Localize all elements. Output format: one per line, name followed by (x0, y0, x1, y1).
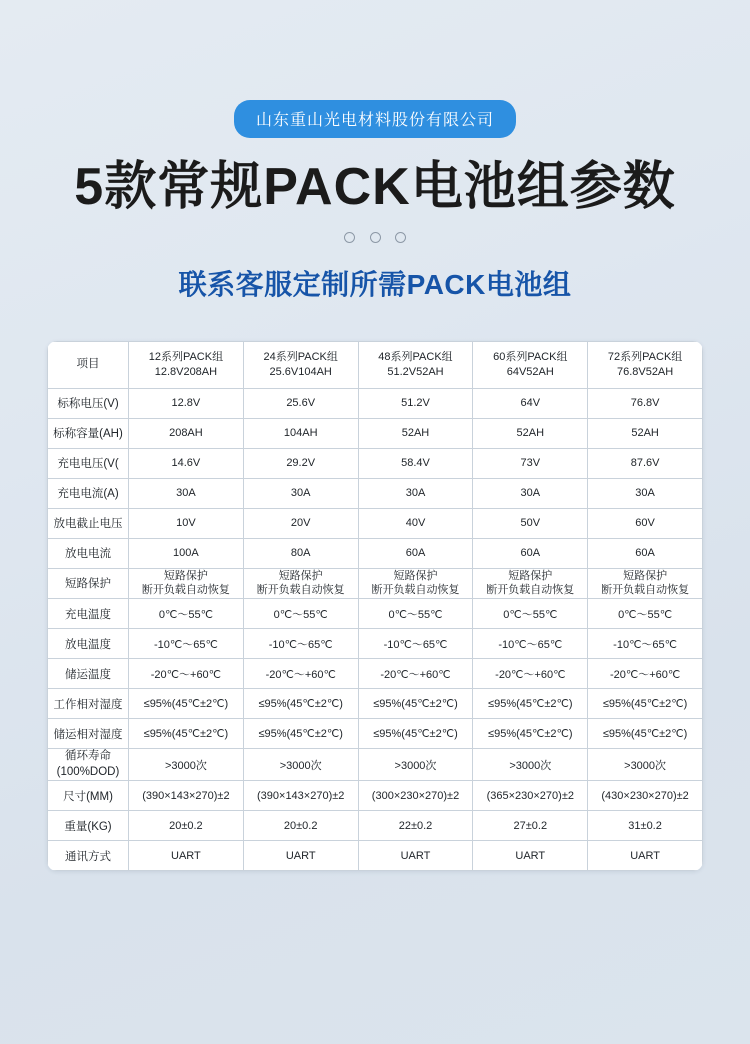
company-banner (0, 0, 750, 138)
row-label: 通讯方式 (48, 841, 129, 871)
table-cell: (390×143×270)±2 (243, 781, 358, 811)
table-cell: 30A (473, 478, 588, 508)
table-cell: 50V (473, 508, 588, 538)
table-cell: >3000次 (243, 749, 358, 781)
table-row (48, 478, 703, 508)
table-cell: 30A (588, 478, 703, 508)
table-cell-line: 短路保护 (393, 569, 438, 582)
table-cell: ≤95%(45℃±2℃) (243, 719, 358, 749)
table-cell: ≤95%(45℃±2℃) (129, 719, 244, 749)
table-cell-line: 断开负载自动恢复 (601, 584, 690, 597)
table-cell: ≤95%(45℃±2℃) (473, 719, 588, 749)
table-cell: >3000次 (473, 749, 588, 781)
table-cell: 73V (473, 448, 588, 478)
row-label: 工作相对湿度 (48, 689, 129, 719)
table-cell: -20℃～+60℃ (588, 659, 703, 689)
column-header-line2: 76.8V52AH (616, 365, 674, 378)
row-label: 放电温度 (48, 629, 129, 659)
table-cell: 52AH (588, 418, 703, 448)
table-cell (358, 568, 473, 599)
table-cell: -10℃～65℃ (473, 629, 588, 659)
row-label-line: 循环寿命 (65, 750, 111, 763)
column-header-line1: 60系列PACK组 (493, 350, 568, 363)
table-cell: ≤95%(45℃±2℃) (129, 689, 244, 719)
dot-icon (344, 232, 355, 243)
table-cell (588, 568, 703, 599)
table-cell: 30A (243, 478, 358, 508)
table-cell: UART (129, 841, 244, 871)
table-row (48, 781, 703, 811)
table-cell (129, 568, 244, 599)
column-header-line2: 12.8V208AH (154, 365, 218, 378)
row-label: 储运温度 (48, 659, 129, 689)
table-cell: >3000次 (358, 749, 473, 781)
table-cell-line: 断开负载自动恢复 (141, 584, 230, 597)
table-cell: -20℃～+60℃ (243, 659, 358, 689)
table-cell: 20±0.2 (129, 811, 244, 841)
table-cell: >3000次 (129, 749, 244, 781)
table-cell: 27±0.2 (473, 811, 588, 841)
table-cell: ≤95%(45℃±2℃) (358, 719, 473, 749)
page-title: 5款常规PACK电池组参数 (74, 158, 676, 216)
row-label: 放电截止电压 (48, 508, 129, 538)
table-cell-line: 短路保护 (278, 569, 323, 582)
table-cell: 80A (243, 538, 358, 568)
table-cell: 30A (129, 478, 244, 508)
column-header-line1: 72系列PACK组 (607, 350, 683, 363)
table-cell: UART (358, 841, 473, 871)
table-cell: (390×143×270)±2 (129, 781, 244, 811)
table-cell: ≤95%(45℃±2℃) (358, 689, 473, 719)
column-header-line1: 24系列PACK组 (263, 350, 338, 363)
table-cell: 0℃～55℃ (473, 599, 588, 629)
column-header (129, 341, 244, 388)
table-cell: 208AH (129, 418, 244, 448)
table-cell: -10℃～65℃ (129, 629, 244, 659)
column-header (588, 341, 703, 388)
table-cell: ≤95%(45℃±2℃) (588, 719, 703, 749)
table-cell: 64V (473, 388, 588, 418)
table-cell: UART (243, 841, 358, 871)
table-cell: 0℃～55℃ (243, 599, 358, 629)
table-row (48, 568, 703, 599)
table-cell-line: 断开负载自动恢复 (256, 584, 345, 597)
column-header-line1: 48系列PACK组 (378, 350, 453, 363)
table-cell: 58.4V (358, 448, 473, 478)
table-cell: 0℃～55℃ (129, 599, 244, 629)
column-header (243, 341, 358, 388)
table-cell: >3000次 (588, 749, 703, 781)
table-cell: 25.6V (243, 388, 358, 418)
table-cell-line: 断开负载自动恢复 (371, 584, 460, 597)
table-cell: 29.2V (243, 448, 358, 478)
table-cell: UART (473, 841, 588, 871)
row-label: 储运相对湿度 (48, 719, 129, 749)
column-header (358, 341, 473, 388)
table-cell: 100A (129, 538, 244, 568)
column-header (473, 341, 588, 388)
row-label: 充电电流(A) (48, 478, 129, 508)
table-cell: 0℃～55℃ (358, 599, 473, 629)
row-label: 标称容量(AH) (48, 418, 129, 448)
table-cell: ≤95%(45℃±2℃) (588, 689, 703, 719)
table-cell: 12.8V (129, 388, 244, 418)
row-label (48, 749, 129, 781)
table-header-row (48, 341, 703, 388)
column-header-line2: 25.6V104AH (269, 365, 332, 378)
table-cell: 60V (588, 508, 703, 538)
table-row (48, 719, 703, 749)
table-cell: 14.6V (129, 448, 244, 478)
table-cell: 104AH (243, 418, 358, 448)
column-header-line1: 12系列PACK组 (148, 350, 224, 363)
table-cell (473, 568, 588, 599)
table-cell-line: 短路保护 (163, 569, 208, 582)
page-subtitle: 联系客服定制所需PACK电池组 (178, 268, 572, 300)
table-row (48, 659, 703, 689)
table-cell: 31±0.2 (588, 811, 703, 841)
table-cell: -20℃～+60℃ (473, 659, 588, 689)
table-cell: ≤95%(45℃±2℃) (243, 689, 358, 719)
table-cell: -10℃～65℃ (243, 629, 358, 659)
table-cell: 60A (588, 538, 703, 568)
table-cell (243, 568, 358, 599)
row-label: 标称电压(V) (48, 388, 129, 418)
row-header-label: 项目 (48, 341, 129, 388)
table-row (48, 749, 703, 781)
table-cell: 60A (358, 538, 473, 568)
table-cell: -20℃～+60℃ (358, 659, 473, 689)
table-cell: 87.6V (588, 448, 703, 478)
table-cell: 52AH (473, 418, 588, 448)
table-cell: 20±0.2 (243, 811, 358, 841)
row-label: 尺寸(MM) (48, 781, 129, 811)
table-row (48, 811, 703, 841)
table-row (48, 629, 703, 659)
column-header-line2: 51.2V52AH (387, 365, 444, 378)
table-cell: -10℃～65℃ (588, 629, 703, 659)
table-row (48, 418, 703, 448)
table-row (48, 388, 703, 418)
table-cell: 20V (243, 508, 358, 538)
table-cell-line: 短路保护 (508, 569, 553, 582)
table-cell: (430×230×270)±2 (588, 781, 703, 811)
table-cell: 76.8V (588, 388, 703, 418)
row-label: 放电电流 (48, 538, 129, 568)
table-row (48, 599, 703, 629)
table-cell: 10V (129, 508, 244, 538)
table-row (48, 689, 703, 719)
table-cell: (365×230×270)±2 (473, 781, 588, 811)
dot-divider (0, 229, 750, 243)
row-label: 短路保护 (48, 568, 129, 599)
table-row (48, 508, 703, 538)
spec-table-header (48, 341, 703, 388)
table-cell: 51.2V (358, 388, 473, 418)
company-name-pill: 山东重山光电材料股份有限公司 (234, 100, 516, 138)
table-cell: 52AH (358, 418, 473, 448)
table-row (48, 448, 703, 478)
table-cell: -20℃～+60℃ (129, 659, 244, 689)
column-header-line2: 64V52AH (506, 365, 554, 378)
table-cell: -10℃～65℃ (358, 629, 473, 659)
spec-table-body (48, 388, 703, 871)
table-row (48, 841, 703, 871)
table-cell-line: 短路保护 (623, 569, 668, 582)
dot-icon (370, 232, 381, 243)
row-label-line: (100%DOD) (56, 765, 120, 778)
table-cell: UART (588, 841, 703, 871)
table-cell: ≤95%(45℃±2℃) (473, 689, 588, 719)
spec-table (47, 341, 703, 872)
table-cell: 40V (358, 508, 473, 538)
table-cell-line: 断开负载自动恢复 (486, 584, 575, 597)
table-cell: 30A (358, 478, 473, 508)
dot-icon (395, 232, 406, 243)
table-cell: 22±0.2 (358, 811, 473, 841)
table-row (48, 538, 703, 568)
table-cell: 0℃～55℃ (588, 599, 703, 629)
row-label: 充电温度 (48, 599, 129, 629)
row-label: 重量(KG) (48, 811, 129, 841)
table-cell: 60A (473, 538, 588, 568)
spec-table-container (47, 341, 703, 872)
table-cell: (300×230×270)±2 (358, 781, 473, 811)
row-label: 充电电压(V( (48, 448, 129, 478)
